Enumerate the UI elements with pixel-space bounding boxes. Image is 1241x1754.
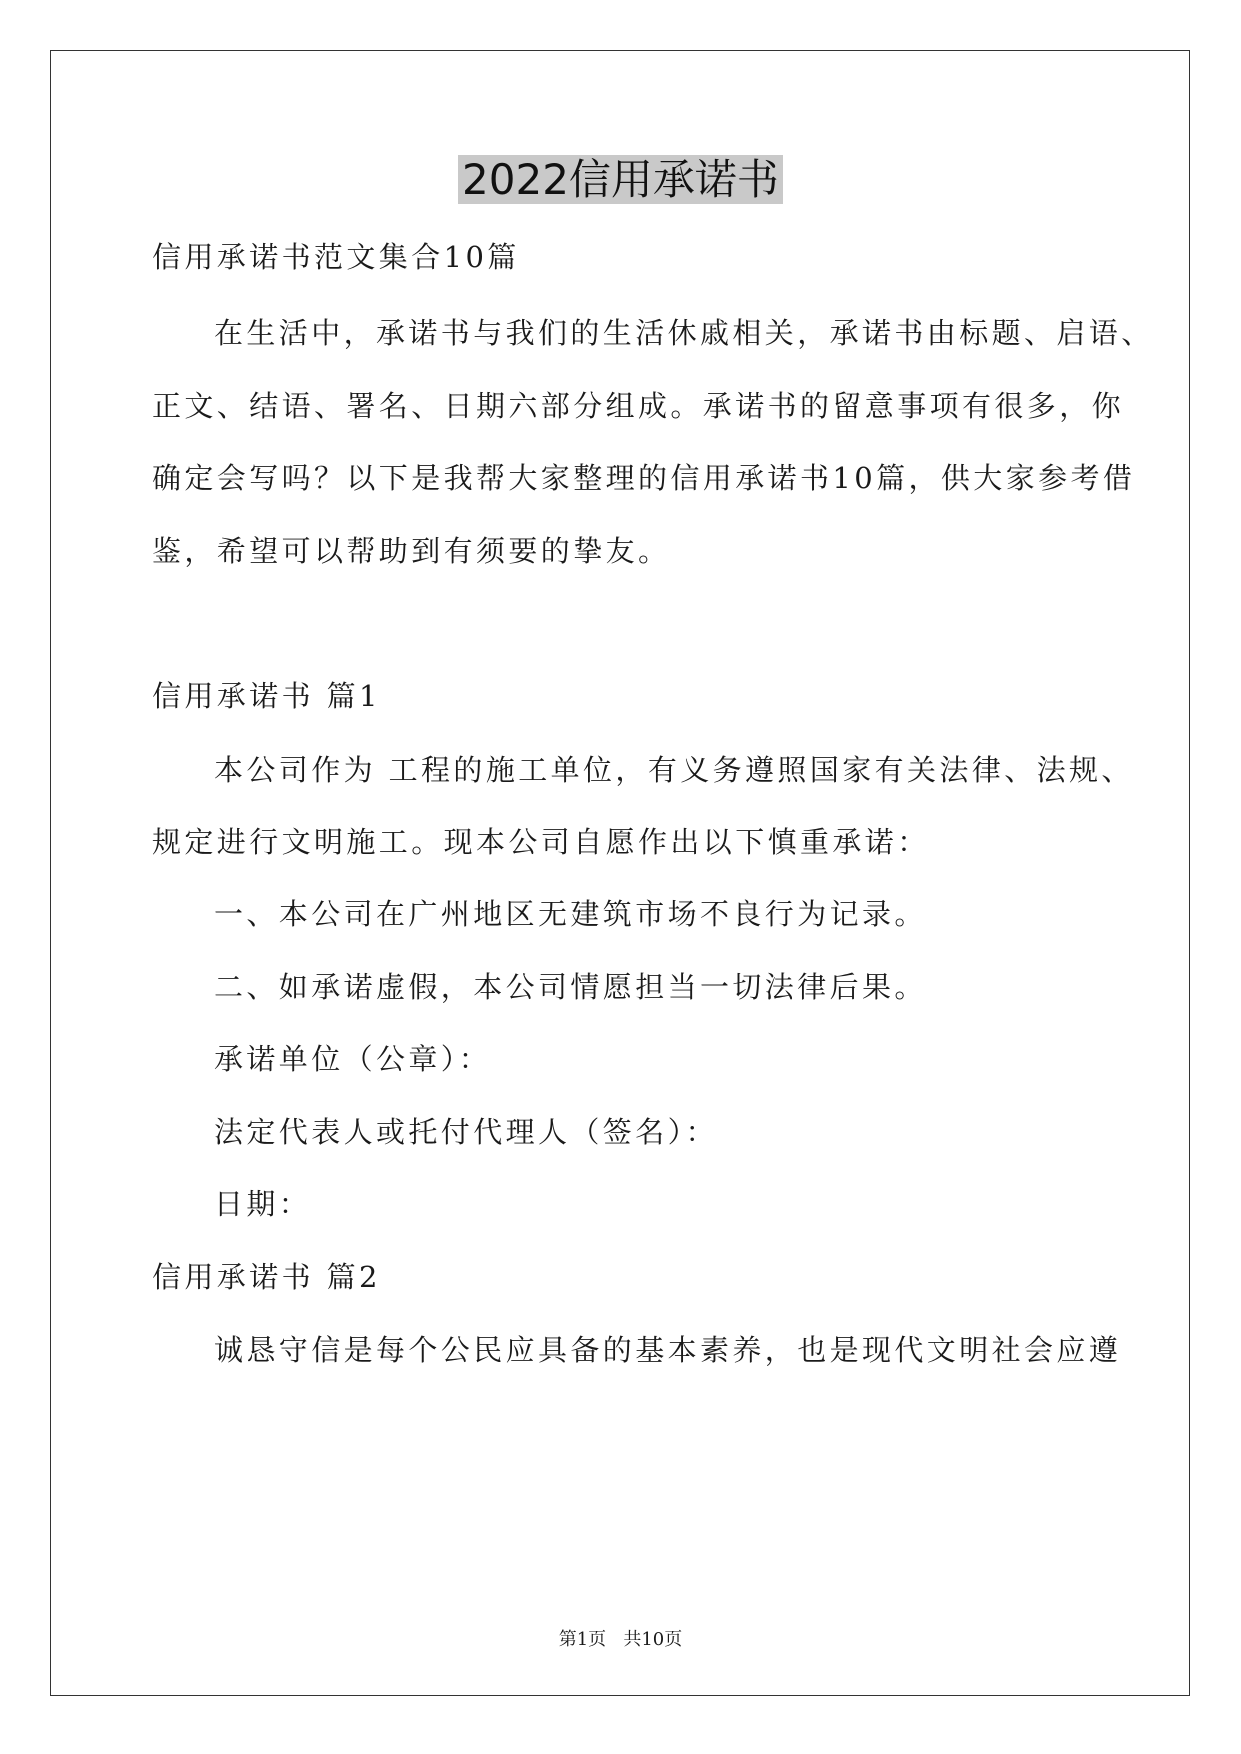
section1-line-5: 承诺单位（公章）： xyxy=(214,1042,492,1076)
page-footer: 第1页 共10页 xyxy=(558,1629,683,1650)
section1-line-6: 法定代表人或托付代理人（签名）： xyxy=(214,1115,718,1149)
section1-line-7: 日期： xyxy=(214,1187,312,1221)
intro-line-3: 确定会写吗？以下是我帮大家整理的信用承诺书10篇，供大家参考借 xyxy=(152,461,1136,495)
intro-line-2: 正文、结语、署名、日期六部分组成。承诺书的留意事项有很多，你 xyxy=(152,389,1125,423)
section-heading-2: 信用承诺书 篇2 xyxy=(152,1260,381,1294)
section-heading-1: 信用承诺书 篇1 xyxy=(152,679,381,713)
document-title xyxy=(0,152,1241,208)
section1-line-1: 本公司作为 工程的施工单位，有义务遵照国家有关法律、法规、 xyxy=(214,753,1134,787)
intro-line-1: 在生活中，承诺书与我们的生活休戚相关，承诺书由标题、启语、 xyxy=(214,316,1154,350)
page-border xyxy=(50,50,1190,1696)
section1-line-3: 一、本公司在广州地区无建筑市场不良行为记录。 xyxy=(214,897,927,931)
section1-line-2: 规定进行文明施工。现本公司自愿作出以下慎重承诺： xyxy=(152,825,930,859)
section1-line-4: 二、如承诺虚假，本公司情愿担当一切法律后果。 xyxy=(214,970,927,1004)
subtitle: 信用承诺书范文集合10篇 xyxy=(152,240,520,274)
title-text: 2022信用承诺书 xyxy=(458,155,783,204)
section2-line-1: 诚恳守信是每个公民应具备的基本素养，也是现代文明社会应遵 xyxy=(214,1333,1122,1367)
intro-line-4: 鉴，希望可以帮助到有须要的挚友。 xyxy=(152,534,671,568)
